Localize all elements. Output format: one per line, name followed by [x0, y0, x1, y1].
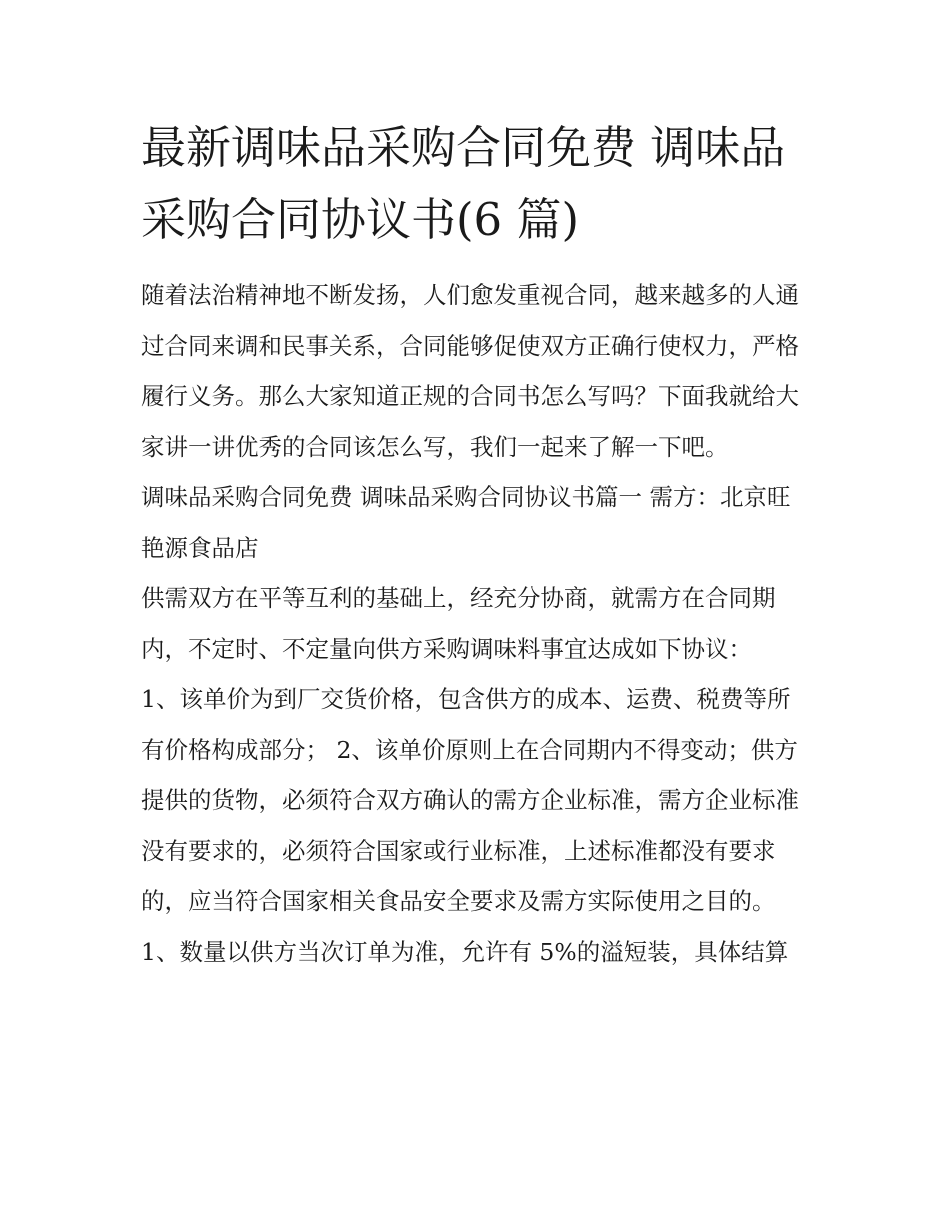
document-page	[141, 112, 813, 977]
paragraph-quantity-terms: 1、数量以供方当次订单为准，允许有 5%的溢短装，具体结算	[141, 937, 789, 966]
paragraph-section-heading: 调味品采购合同免费 调味品采购合同协议书篇一 需方：北京旺艳源食品店	[141, 483, 791, 562]
paragraph-price-terms: 1、该单价为到厂交货价格，包含供方的成本、运费、税费等所有价格构成部分； 2、该单价原则上在合同期内不得变动；供方提供的货物，必须符合双方确认的需方企业标准，需方企业标准没有要求的，必须符合国家或行业标准，上述标准都没有要求的，应当符合国家相关食品安全要求及需方实际使用之目的。	[141, 685, 799, 915]
paragraph-intro: 随着法治精神地不断发扬，人们愈发重视合同，越来越多的人通过合同来调和民事关系，合同能够促使双方正确行使权力，严格履行义务。那么大家知道正规的合同书怎么写吗？下面我就给大家讲一讲优秀的合同该怎么写，我们一起来了解一下吧。	[141, 281, 799, 461]
document-title: 最新调味品采购合同免费 调味品采购合同协议书(6 篇)	[141, 121, 786, 246]
paragraph-agreement: 供需双方在平等互利的基础上，经充分协商，就需方在合同期内，不定时、不定量向供方采购调味料事宜达成如下协议：	[141, 584, 776, 663]
